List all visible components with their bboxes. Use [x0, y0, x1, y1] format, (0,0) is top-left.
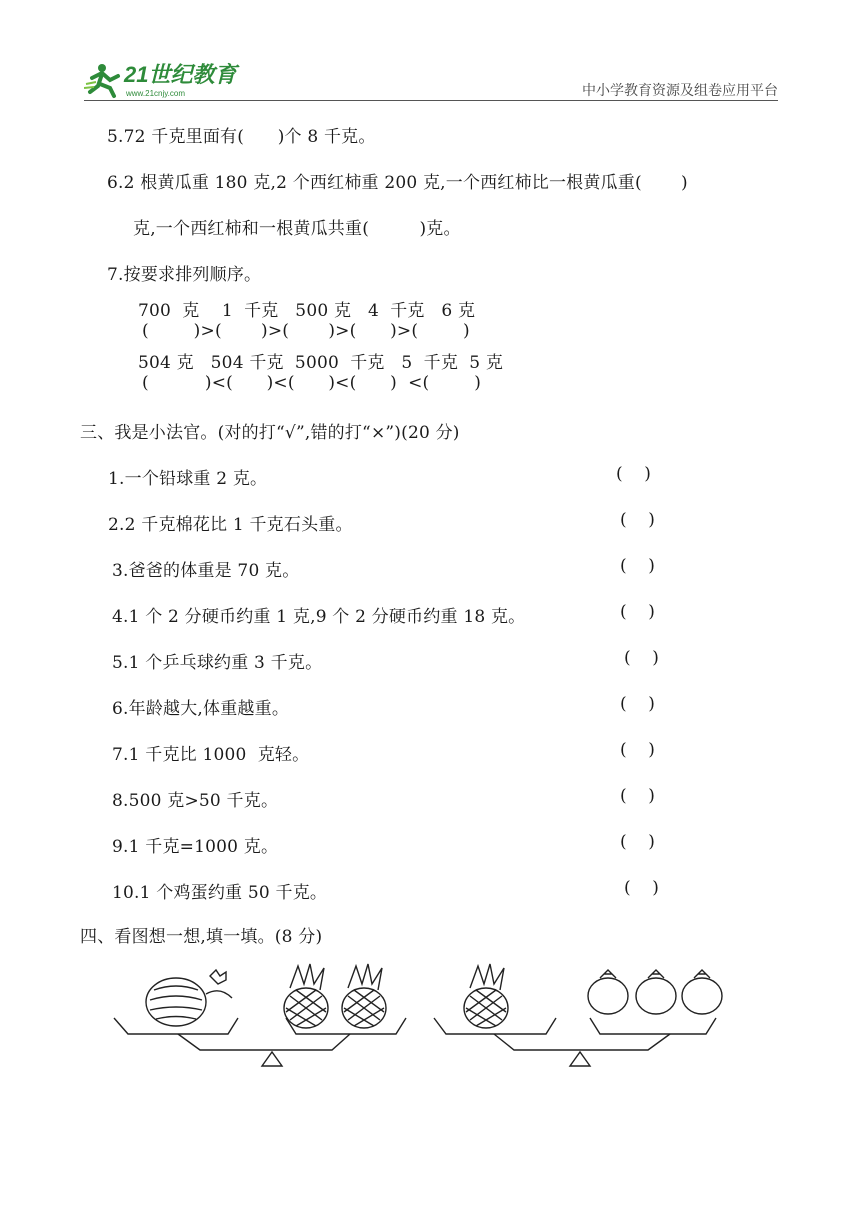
tomato-icon [682, 970, 722, 1014]
question-7-row1-blanks: ( )>( )>( )>( )>( ) [142, 321, 470, 341]
judge-item-2: 2.2 千克棉花比 1 千克石头重。 [108, 515, 353, 535]
section4-title: 四、看图想一想,填一填。(8 分) [80, 927, 323, 947]
section3-title: 三、我是小法官。(对的打“√”,错的打“×”)(20 分) [80, 423, 460, 443]
judge-item-8: 8.500 克>50 千克。 [112, 791, 279, 811]
balance-scale-left [114, 964, 406, 1066]
pineapple-icon [464, 964, 508, 1028]
site-logo [84, 58, 244, 102]
judge-item-5: 5.1 个乒乓球约重 3 千克。 [112, 653, 323, 673]
runner-icon [84, 64, 118, 96]
answer-blank-6: ( ) [620, 694, 655, 714]
judge-item-9: 9.1 千克=1000 克。 [112, 837, 279, 857]
question-5: 5.72 千克里面有( )个 8 千克。 [107, 127, 376, 147]
question-6-line1: 6.2 根黄瓜重 180 克,2 个西红柿重 200 克,一个西红柿比一根黄瓜重( ) [107, 173, 688, 193]
question-7: 7.按要求排列顺序。 [107, 265, 262, 285]
answer-blank-1: ( ) [616, 464, 651, 484]
question-7-row2: 504 克 504 千克 5000 千克 5 千克 5 克 [138, 353, 504, 373]
balance-scale-right [434, 964, 722, 1066]
judge-item-1: 1.一个铅球重 2 克。 [108, 469, 268, 489]
answer-blank-4: ( ) [620, 602, 655, 622]
question-7-row1: 700 克 1 千克 500 克 4 千克 6 克 [138, 301, 476, 321]
logo-title: 21世纪教育 [124, 62, 237, 87]
answer-blank-10: ( ) [624, 878, 659, 898]
header-divider [84, 100, 778, 101]
judge-item-6: 6.年龄越大,体重越重。 [112, 699, 290, 719]
judge-item-7: 7.1 千克比 1000 克轻。 [112, 745, 310, 765]
question-6-line2: 克,一个西红柿和一根黄瓜共重( )克。 [133, 219, 461, 239]
question-7-row2-blanks: ( )<( )<( )<( ) <( ) [142, 373, 482, 393]
platform-label: 中小学教育资源及组卷应用平台 [582, 83, 778, 99]
pineapple-icon [284, 964, 328, 1028]
answer-blank-2: ( ) [620, 510, 655, 530]
answer-blank-9: ( ) [620, 832, 655, 852]
answer-blank-3: ( ) [620, 556, 655, 576]
judge-item-3: 3.爸爸的体重是 70 克。 [112, 561, 300, 581]
answer-blank-8: ( ) [620, 786, 655, 806]
watermelon-icon [146, 970, 232, 1026]
answer-blank-5: ( ) [624, 648, 659, 668]
tomato-icon [636, 970, 676, 1014]
judge-item-10: 10.1 个鸡蛋约重 50 千克。 [112, 883, 328, 903]
answer-blank-7: ( ) [620, 740, 655, 760]
logo-url: www.21cnjy.com [126, 89, 185, 98]
tomato-icon [588, 970, 628, 1014]
pineapple-icon [342, 964, 386, 1028]
judge-item-4: 4.1 个 2 分硬币约重 1 克,9 个 2 分硬币约重 18 克。 [112, 607, 526, 627]
balance-scales-figure [110, 956, 750, 1076]
